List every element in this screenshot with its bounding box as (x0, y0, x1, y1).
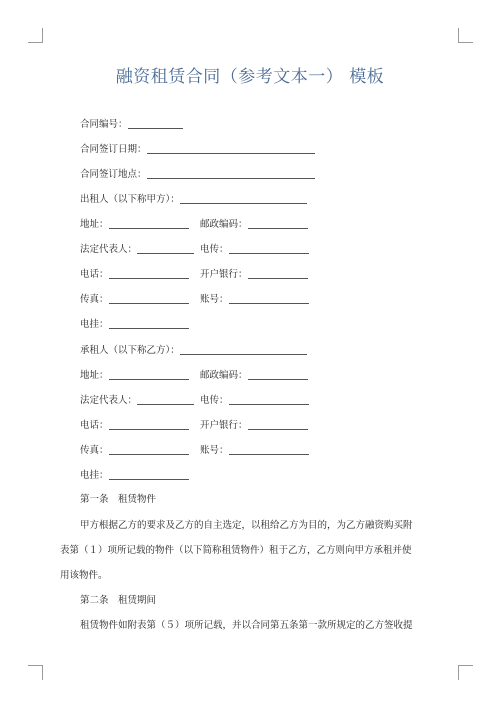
article1-heading: 第一条 租赁物件 (80, 494, 157, 505)
sign-place-blank[interactable] (147, 168, 315, 179)
lessee-fax-field (80, 444, 189, 457)
lessor-cable-field (80, 318, 189, 331)
lessor-legal-rep-label: 法定代表人： (80, 244, 138, 255)
lessee-phone-label: 电话： (80, 420, 109, 431)
lessor-legal-rep-field (80, 243, 194, 256)
lessee-address-label: 地址： (80, 370, 109, 381)
lessee-postcode-field (200, 369, 308, 382)
lessor-label: 出租人（以下称甲方）： (80, 194, 180, 205)
crop-mark-top-right (458, 28, 473, 43)
lessor-address-label: 地址： (80, 219, 109, 230)
lessor-fax-blank[interactable] (109, 293, 189, 304)
sign-place-field (80, 168, 315, 181)
lessee-fax-label: 传真： (80, 445, 109, 456)
lessee-cable-field (80, 469, 189, 482)
article1-line3: 用该物件。 (60, 570, 108, 581)
lessee-bank-blank[interactable] (248, 419, 308, 430)
lessor-account-field (200, 293, 309, 306)
lessor-fax-label: 传真： (80, 294, 109, 305)
document-title: 融资租赁合同（参考文本一） 模板 (115, 67, 385, 87)
lessee-cable-blank[interactable] (109, 469, 189, 480)
lessee-address-field (80, 369, 189, 382)
contract-no-field (80, 118, 183, 131)
lessee-legal-rep-field (80, 394, 194, 407)
lessee-phone-blank[interactable] (109, 419, 189, 430)
lessor-cable-label: 电挂： (80, 319, 109, 330)
lessor-legal-rep-blank[interactable] (137, 243, 194, 254)
lessee-fax-tel-label: 电传： (200, 395, 229, 406)
lessee-cable-label: 电挂： (80, 470, 109, 481)
lessor-phone-blank[interactable] (109, 268, 189, 279)
lessor-fax-tel-field (200, 243, 309, 256)
lessor-account-label: 账号： (200, 294, 229, 305)
sign-date-blank[interactable] (147, 143, 315, 154)
contract-no-label: 合同编号： (80, 119, 128, 130)
lessee-postcode-label: 邮政编码： (200, 370, 248, 381)
lessor-address-field (80, 218, 189, 231)
lessor-bank-blank[interactable] (248, 268, 308, 279)
lessee-account-field (200, 444, 309, 457)
crop-mark-bottom-right (458, 665, 473, 680)
lessor-postcode-field (200, 218, 308, 231)
lessee-blank[interactable] (180, 344, 307, 355)
sign-date-label: 合同签订日期： (80, 144, 147, 155)
lessor-fax-field (80, 293, 189, 306)
lessor-cable-blank[interactable] (109, 318, 189, 329)
lessee-fax-tel-blank[interactable] (229, 394, 309, 405)
lessor-fax-tel-label: 电传： (200, 244, 229, 255)
lessor-postcode-blank[interactable] (248, 218, 308, 229)
lessor-phone-label: 电话： (80, 269, 109, 280)
lessee-account-blank[interactable] (229, 444, 309, 455)
sign-place-label: 合同签订地点： (80, 169, 147, 180)
lessee-postcode-blank[interactable] (248, 369, 308, 380)
lessor-phone-field (80, 268, 189, 281)
lessee-label: 承租人（以下称乙方）： (80, 345, 180, 356)
lessor-account-blank[interactable] (229, 293, 309, 304)
lessee-fax-blank[interactable] (109, 444, 189, 455)
lessor-bank-field (200, 268, 308, 281)
article1-line1: 甲方根据乙方的要求及乙方的自主选定，以租给乙方为目的，为乙方融资购买附 (80, 520, 413, 531)
article2-line1: 租赁物件如附表第（５）项所记载，并以合同第五条第一款所规定的乙方签收提 (80, 620, 413, 631)
lessor-fax-tel-blank[interactable] (229, 243, 309, 254)
lessee-address-blank[interactable] (109, 369, 189, 380)
lessee-phone-field (80, 419, 189, 432)
contract-no-blank[interactable] (128, 118, 183, 129)
lessee-bank-field (200, 419, 308, 432)
lessee-field (80, 344, 307, 357)
lessee-fax-tel-field (200, 394, 309, 407)
lessor-blank[interactable] (180, 193, 307, 204)
lessor-bank-label: 开户银行： (200, 269, 248, 280)
sign-date-field (80, 143, 315, 156)
crop-mark-top-left (28, 28, 43, 43)
lessor-address-blank[interactable] (109, 218, 189, 229)
article1-line2: 表第（１）项所记载的物件（以下简称租赁物件）租于乙方，乙方则向甲方承租并使 (60, 545, 412, 556)
lessee-account-label: 账号： (200, 445, 229, 456)
lessor-field (80, 193, 307, 206)
lessee-bank-label: 开户银行： (200, 420, 248, 431)
lessor-postcode-label: 邮政编码： (200, 219, 248, 230)
lessee-legal-rep-blank[interactable] (137, 394, 194, 405)
crop-mark-bottom-left (28, 665, 43, 680)
lessee-legal-rep-label: 法定代表人： (80, 395, 138, 406)
article2-heading: 第二条 租赁期间 (80, 595, 157, 606)
